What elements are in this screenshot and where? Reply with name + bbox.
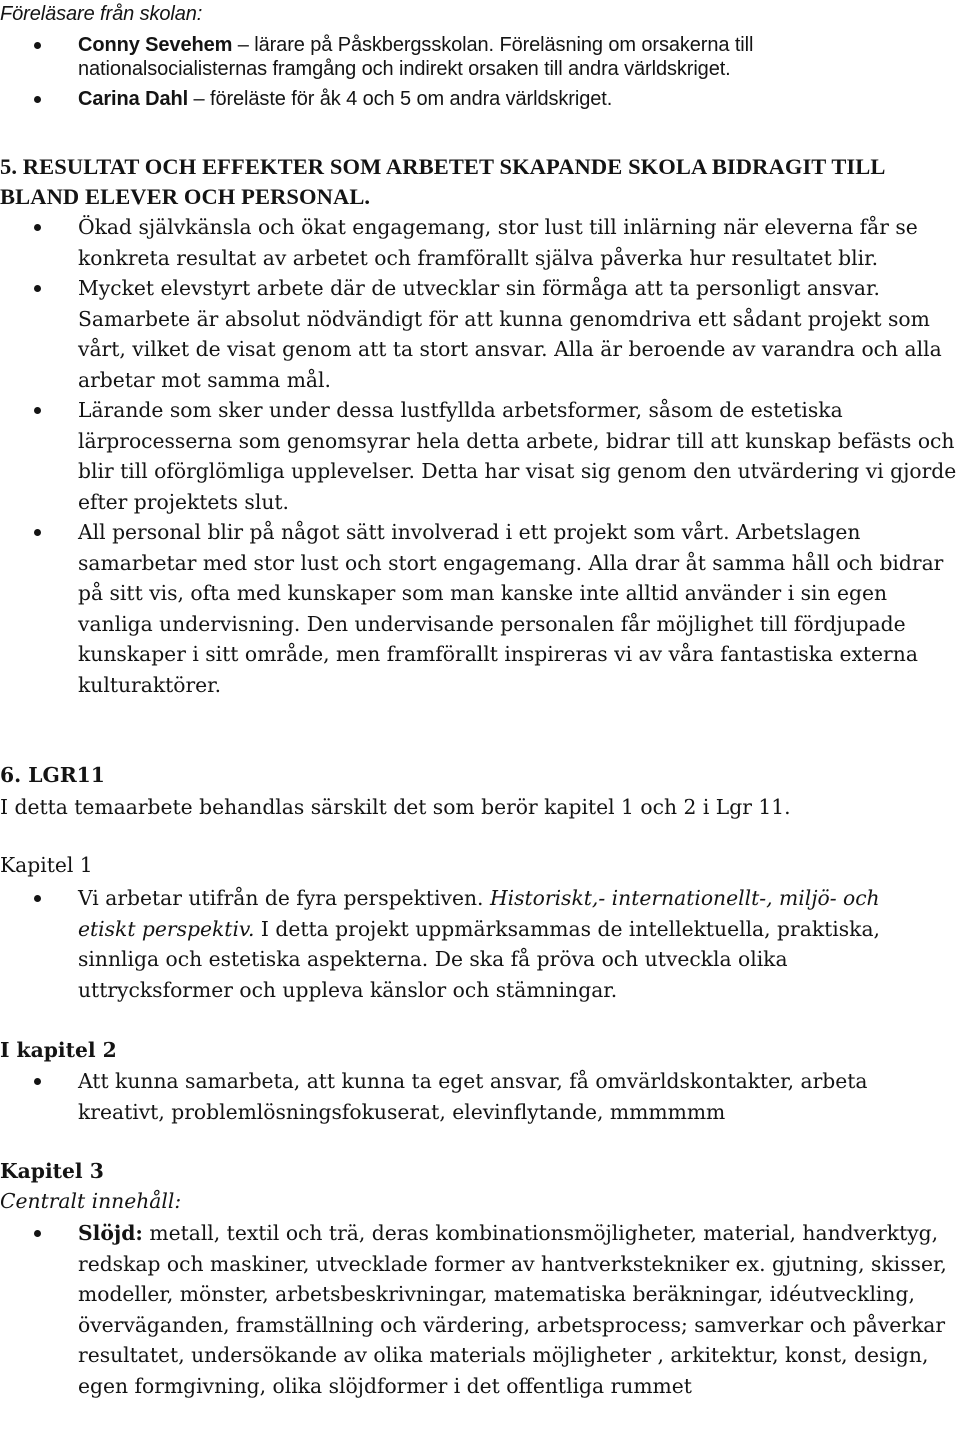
list-text: I detta projekt uppmärksammas de intellektuella, praktiska, sinnliga och estetiska aspekterna. De ska få pröva och utveckla olika uttrycksformer och uppleva känslor och stämningar. (78, 916, 880, 1002)
list-item: Att kunna samarbeta, att kunna ta eget ansvar, få omvärldskontakter, arbeta kreativt, problemlösningsfokuserat, elevinflytande, mmmmmm (0, 1066, 936, 1127)
chapter3-list (0, 1218, 960, 1401)
lecturer-description: föreläste för åk 4 och 5 om andra världskriget. (209, 88, 613, 110)
list-item: Mycket elevstyrt arbete där de utvecklar sin förmåga att ta personligt ansvar. Samarbete är absolut nödvändigt för att kunna genomdriva ett sådant projekt som vårt, vilket de visat genom att ta stort ansvar. Alla är beroende av varandra och alla arbetar mot samma mål. (0, 273, 960, 395)
chapter2-list (0, 1066, 960, 1127)
chapter1-list (0, 883, 960, 1005)
lecturer-name: Carina Dahl (78, 88, 189, 110)
separator: – (188, 88, 210, 110)
list-item: Lärande som sker under dessa lustfyllda arbetsformer, såsom de estetiska lärprocesserna som genomsyrar hela detta arbete, bidrar till att kunskap befästs och blir till oförglömliga upplevelser. Detta har visat sig genom den utvärdering vi gjorde efter projektets slut. (0, 395, 960, 517)
chapter-heading: I kapitel 2 (0, 1038, 117, 1062)
list-item (0, 87, 928, 111)
chapter-heading: Kapitel 1 (0, 853, 93, 877)
list-text: Vi arbetar utifrån de fyra perspektiven. (78, 886, 490, 910)
section-heading: 6. LGR11 (0, 763, 105, 787)
separator: – (232, 34, 255, 56)
section-text: I detta temaarbete behandlas särskilt det som berör kapitel 1 och 2 i Lgr 11. (0, 795, 791, 819)
list-item: Ökad självkänsla och ökat engagemang, stor lust till inlärning när eleverna får se konkreta resultat av arbetet och framförallt själva påverka hur resultatet blir. (0, 212, 960, 273)
list-item (0, 33, 928, 81)
chapter-subheading: Centralt innehåll: (0, 1189, 182, 1213)
lecturers-list (0, 33, 960, 111)
perspectives-text: Historiskt,- internationellt-, miljö- och etiskt perspektiv. (78, 886, 880, 941)
lecturer-description: lärare på Påskbergsskolan. Föreläsning om orsakerna till nationalsocialisternas framgång och indirekt orsaken till andra världskriget. (78, 34, 754, 80)
section-heading: 5. RESULTAT OCH EFFEKTER SOM ARBETET SKAPANDE SKOLA BIDRAGIT TILL BLAND ELEVER OCH PERSONAL. (0, 154, 885, 209)
list-item (0, 883, 936, 1005)
list-text: metall, textil och trä, deras kombinationsmöjligheter, material, handverktyg, redskap och maskiner, utvecklade former av hantverkstekniker ex. gjutning, skisser, modeller, mönster, arbetsbeskrivningar, matematiska beräkningar, idéutveckling, överväganden, framställning och värdering, arbetsprocess; samverkar och påverkar resultatet, undersökande av olika materials möjligheter , arkitektur, konst, design, egen formgivning, olika slöjdformer i det offentliga rummet (78, 1221, 947, 1398)
lecturers-title: Föreläsare från skolan: (0, 3, 203, 25)
lecturer-name: Conny Sevehem (78, 34, 233, 56)
list-item: All personal blir på något sätt involverad i ett projekt som vårt. Arbetslagen samarbetar med stor lust och stort engagemang. Alla drar åt samma håll och bidrar på sitt vis, ofta med kunskaper som man kanske inte alltid använder i sin egen vanliga undervisning. Den undervisande personalen får möjlighet till fördjupade kunskaper i sitt område, men framförallt inspireras vi av våra fantastiska externa kulturaktörer. (0, 517, 960, 700)
list-item (0, 1218, 960, 1401)
subject-label: Slöjd: (78, 1221, 143, 1245)
chapter-heading: Kapitel 3 (0, 1159, 104, 1183)
results-list (0, 212, 960, 700)
